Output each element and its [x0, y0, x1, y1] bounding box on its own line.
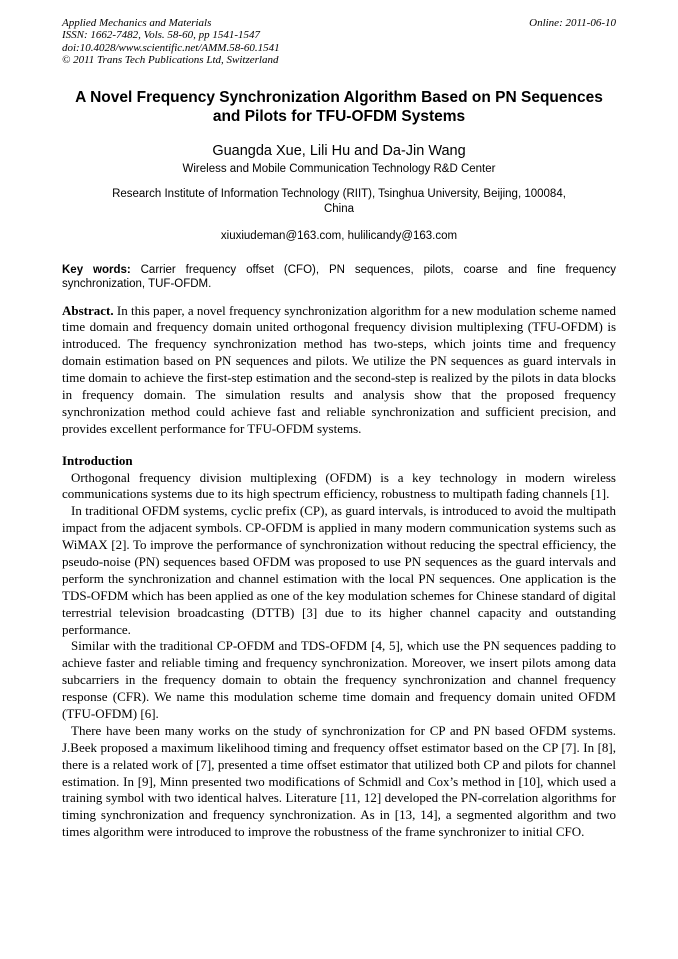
intro-paragraph-2: In traditional OFDM systems, cyclic prefix (CP), as guard intervals, is introduced to avoid the multipath impact from the adjacent symbols. CP-OFDM is applied in many modern communication systems such as WiMAX [2]. To improve the performance of synchronization without reducing the spectral efficiency, the pseudo-noise (PN) sequences based OFDM was proposed to use PN sequences as the guard intervals and perform the synchronization and channel estimation with the local PN sequences. One application is the TDS-OFDM which has been applied as one of the key modulation schemes for Chinese standard of digital terrestrial television broadcasting (DTTB) [3] due to its higher channel capacity and outstanding performance. — [62, 503, 616, 637]
journal-header-left — [62, 17, 280, 66]
journal-header — [62, 17, 616, 66]
intro-paragraph-1: Orthogonal frequency division multiplexing (OFDM) is a key technology in modern wireless communications systems due to its high spectrum efficiency, robustness to multipath fading channels [1]. — [62, 469, 616, 502]
online-date: Online: 2011-06-10 — [529, 17, 616, 29]
intro-paragraph-4: There have been many works on the study of synchronization for CP and PN based OFDM systems. J.Beek proposed a maximum likelihood timing and frequency offset estimator based on the CP [7]. In [8], there is a related work of [7], presented a time offset estimator that utilized both CP and pilots for channel estimation. In [9], Minn presented two modifications of Schmidl and Cox’s method in [10], which used a training symbol with two identical halves. Literature [11, 12] developed the PN-correlation algorithms for timing synchronization and frequency synchronization. As in [13, 14], a segmented algorithm and two times algorithm were introduced to improve the robustness of the frame synchronizer to initial CFO. — [62, 722, 616, 840]
abstract-label: Abstract. — [62, 302, 114, 318]
journal-name: Applied Mechanics and Materials — [62, 17, 212, 29]
affiliation-institute-line-1: Research Institute of Information Technology (RIIT), Tsinghua University, Beijing, 100084, — [112, 188, 566, 201]
keywords-block — [62, 263, 616, 291]
introduction-heading: Introduction — [62, 452, 133, 468]
paper-title-line-2: and Pilots for TFU-OFDM Systems — [212, 107, 466, 125]
keywords-text: Carrier frequency offset (CFO), PN sequences, pilots, coarse and fine frequency synchronization, TUF-OFDM. — [62, 264, 616, 291]
emails-line: xiuxiudeman@163.com, hulilicandy@163.com — [220, 230, 458, 242]
issn-line: ISSN: 1662-7482, Vols. 58-60, pp 1541-1547 — [62, 29, 260, 42]
paper-title — [62, 89, 616, 126]
affiliation-center: Wireless and Mobile Communication Technology R&D Center — [182, 162, 496, 175]
paper-title-line-1: A Novel Frequency Synchronization Algorithm Based on PN Sequences — [75, 89, 603, 107]
authors-line: Guangda Xue, Lili Hu and Da-Jin Wang — [212, 142, 466, 159]
affiliation-institute — [62, 187, 616, 217]
affiliation-institute-line-2: China — [323, 203, 355, 216]
abstract-block — [62, 303, 616, 438]
intro-paragraph-3: Similar with the traditional CP-OFDM and TDS-OFDM [4, 5], which use the PN sequences padding to achieve faster and reliable timing and frequency synchronization. Moreover, we insert pilots among data subcarriers in the frequency domain to obtain the frequency synchronization and channel frequency response (CFR). We name this modulation scheme time domain and frequency domain united OFDM (TFU-OFDM) [6]. — [62, 638, 616, 722]
abstract-text: In this paper, a novel frequency synchronization algorithm for a new modulation scheme named time domain and frequency domain united orthogonal frequency division multiplexing (TFU-OFDM) is introduced. The frequency synchronization method has two-steps, which joints time and frequency domain estimation based on PN sequences and pilots. We utilize the PN sequences as guard intervals in time domain to achieve the first-step estimation and the second-step is realized by the pilots in data blocks in frequency domain. The simulation results and analysis show that the proposed frequency synchronization method could achieve fast and reliable synchronization and sufficient precision, and provides excellent performance for TFU-OFDM systems. — [62, 302, 616, 436]
doi-line: doi:10.4028/www.scientific.net/AMM.58-60.1541 — [62, 41, 280, 54]
keywords-label: Key words: — [62, 264, 131, 276]
copyright-line: © 2011 Trans Tech Publications Ltd, Switzerland — [62, 53, 279, 66]
